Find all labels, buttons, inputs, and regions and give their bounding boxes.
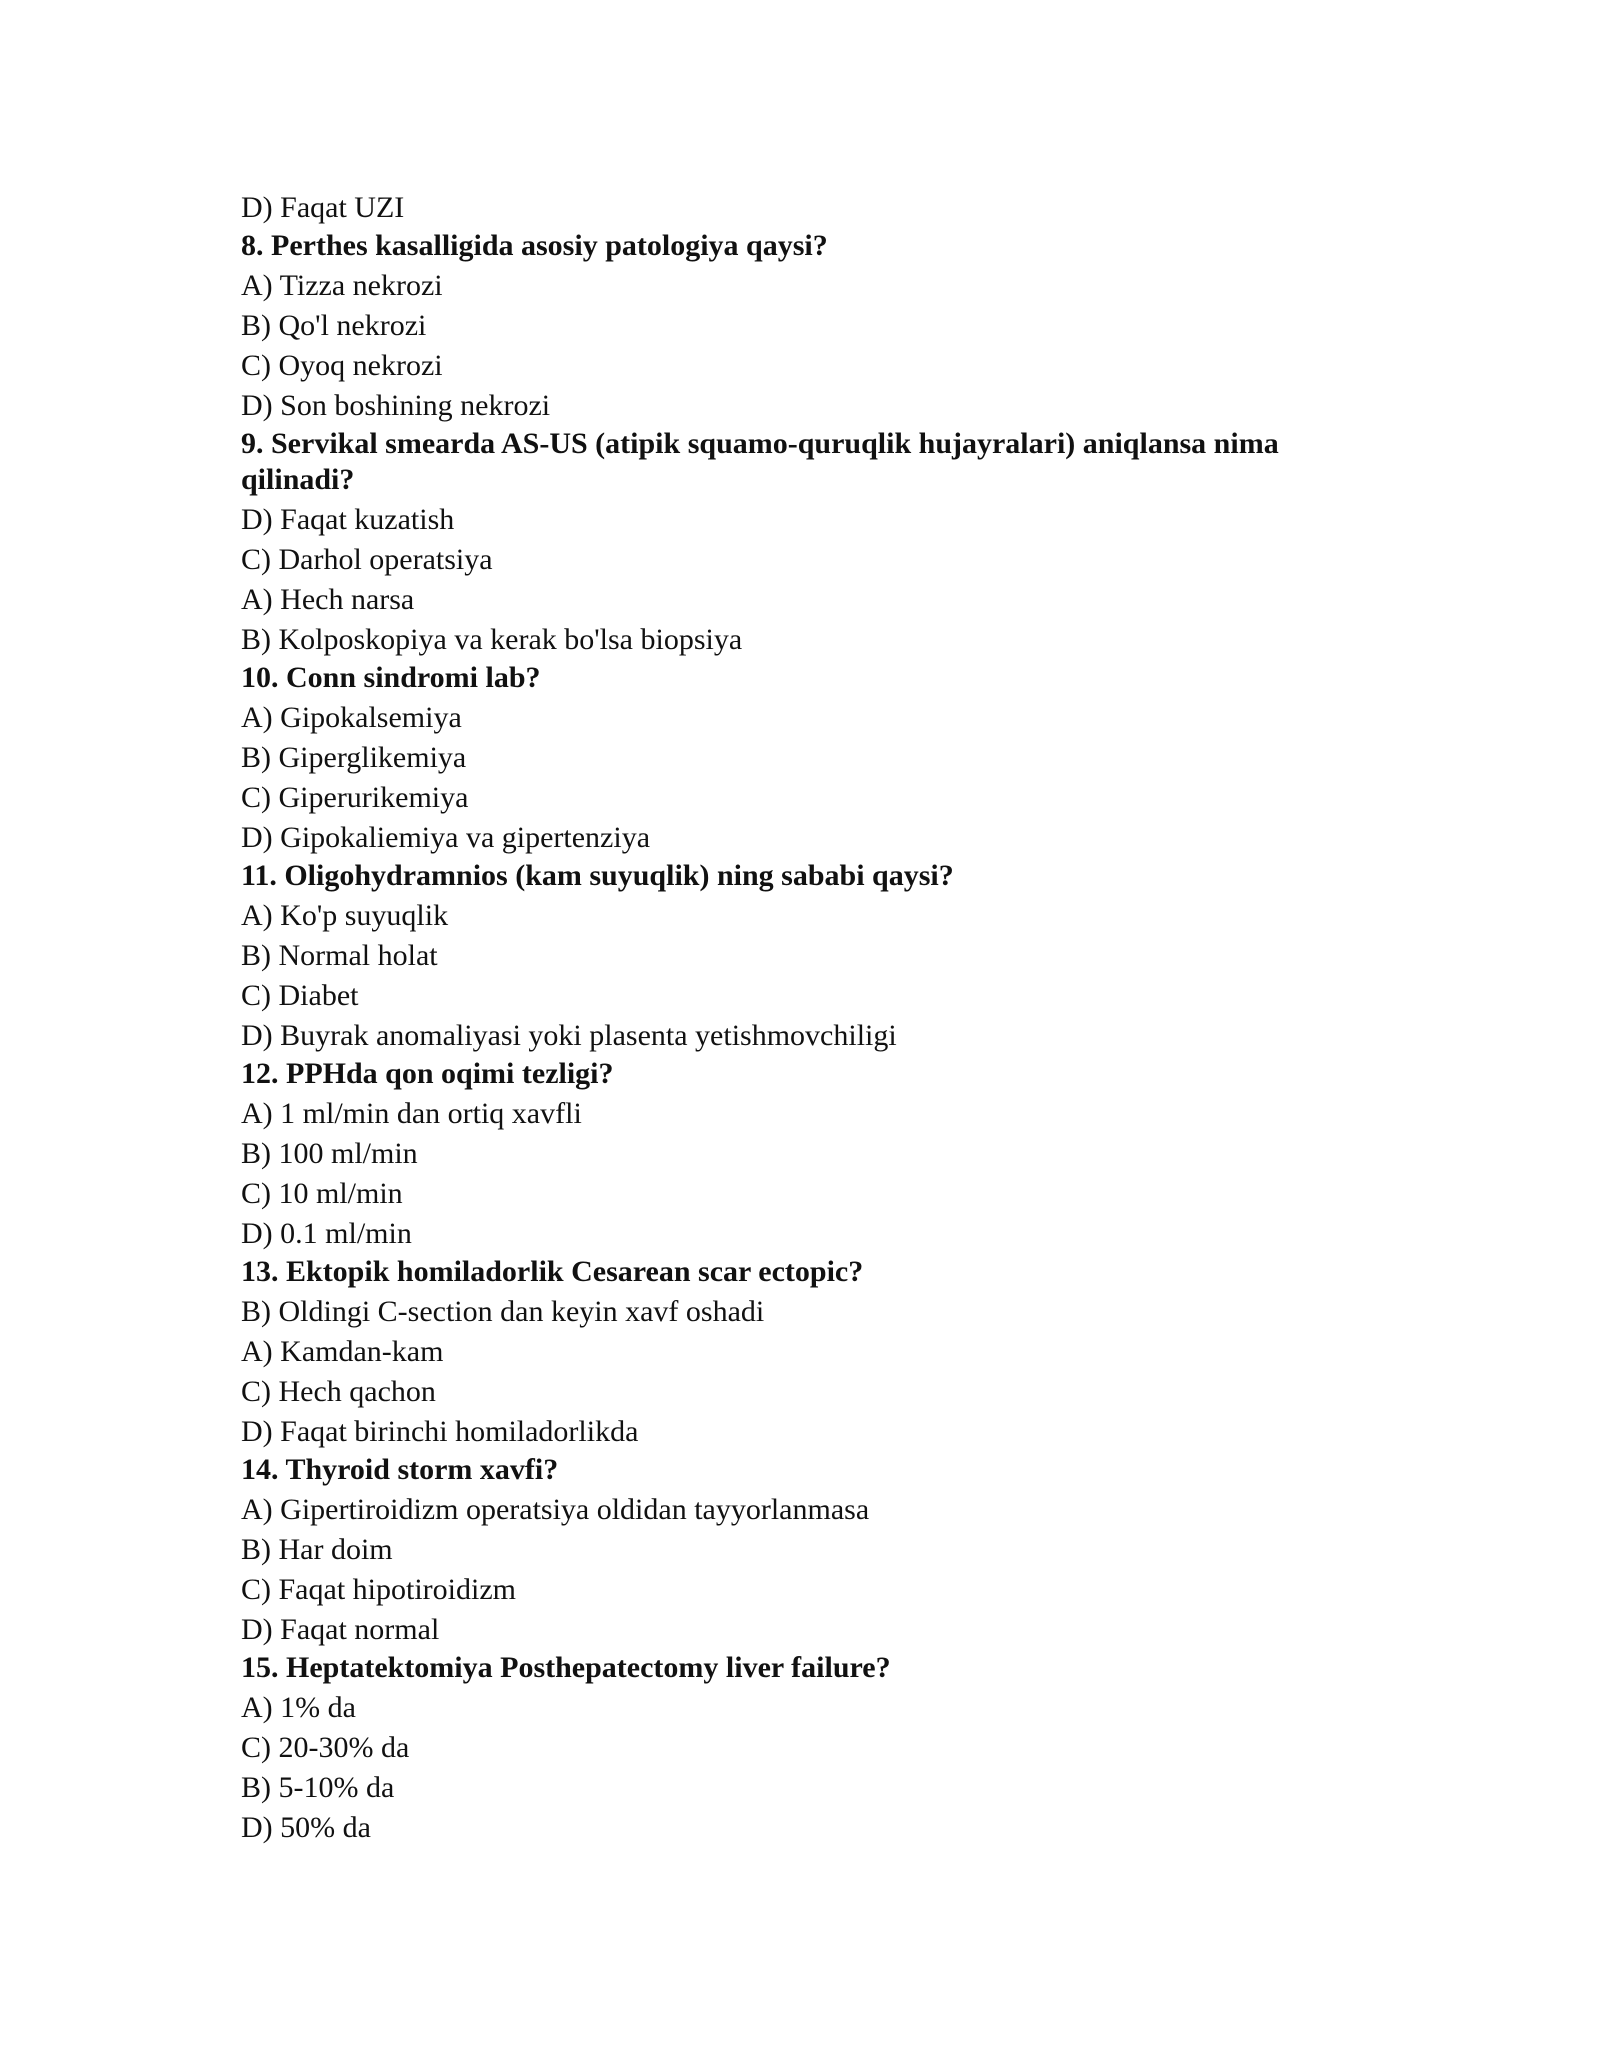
document-page — [241, 188, 1381, 1848]
answer-option: B) 100 ml/min — [241, 1137, 418, 1170]
answer-option: C) 10 ml/min — [241, 1177, 403, 1210]
answer-option: D) Gipokaliemiya va gipertenziya — [241, 821, 651, 854]
answer-option: B) Giperglikemiya — [241, 741, 467, 774]
question-text: 9. Servikal smearda AS-US (atipik squamo-quruqlik hujayralari) aniqlansa nima qilinadi? — [241, 427, 1287, 496]
answer-option: A) 1 ml/min dan ortiq xavfli — [241, 1097, 582, 1130]
answer-option: B) Kolposkopiya va kerak bo'lsa biopsiya — [241, 623, 743, 656]
answer-option: A) Hech narsa — [241, 583, 415, 616]
answer-option: C) Hech qachon — [241, 1375, 436, 1408]
question-text: 10. Conn sindromi lab? — [241, 661, 541, 694]
answer-option: C) Darhol operatsiya — [241, 543, 493, 576]
answer-option: D) Faqat UZI — [241, 191, 405, 224]
question-text: 14. Thyroid storm xavfi? — [241, 1453, 559, 1486]
answer-option: A) Ko'p suyuqlik — [241, 899, 449, 932]
answer-option: B) Oldingi C-section dan keyin xavf oshadi — [241, 1295, 765, 1328]
answer-option: A) Gipertiroidizm operatsiya oldidan tayyorlanmasa — [241, 1493, 870, 1526]
answer-option: C) Oyoq nekrozi — [241, 349, 443, 382]
answer-option: D) Buyrak anomaliyasi yoki plasenta yetishmovchiligi — [241, 1019, 897, 1052]
answer-option: C) 20-30% da — [241, 1731, 410, 1764]
answer-option: A) Gipokalsemiya — [241, 701, 462, 734]
answer-option: D) Faqat birinchi homiladorlikda — [241, 1415, 639, 1448]
question-text: 8. Perthes kasalligida asosiy patologiya qaysi? — [241, 229, 828, 262]
answer-option: C) Diabet — [241, 979, 359, 1012]
answer-option: C) Giperurikemiya — [241, 781, 469, 814]
answer-option: D) Son boshining nekrozi — [241, 389, 551, 422]
answer-option: D) 0.1 ml/min — [241, 1217, 412, 1250]
question-text: 15. Heptatektomiya Posthepatectomy liver failure? — [241, 1651, 891, 1684]
answer-option: C) Faqat hipotiroidizm — [241, 1573, 516, 1606]
answer-option: D) 50% da — [241, 1811, 371, 1844]
question-text: 11. Oligohydramnios (kam suyuqlik) ning sababi qaysi? — [241, 859, 954, 892]
question-text: 12. PPHda qon oqimi tezligi? — [241, 1057, 614, 1090]
answer-option: D) Faqat kuzatish — [241, 503, 455, 536]
answer-option: D) Faqat normal — [241, 1613, 440, 1646]
answer-option: A) 1% da — [241, 1691, 356, 1724]
answer-option: A) Tizza nekrozi — [241, 269, 443, 302]
question-text: 13. Ektopik homiladorlik Cesarean scar ectopic? — [241, 1255, 864, 1288]
answer-option: B) 5-10% da — [241, 1771, 395, 1804]
answer-option: B) Har doim — [241, 1533, 393, 1566]
answer-option: B) Normal holat — [241, 939, 438, 972]
answer-option: B) Qo'l nekrozi — [241, 309, 427, 342]
answer-option: A) Kamdan-kam — [241, 1335, 444, 1368]
